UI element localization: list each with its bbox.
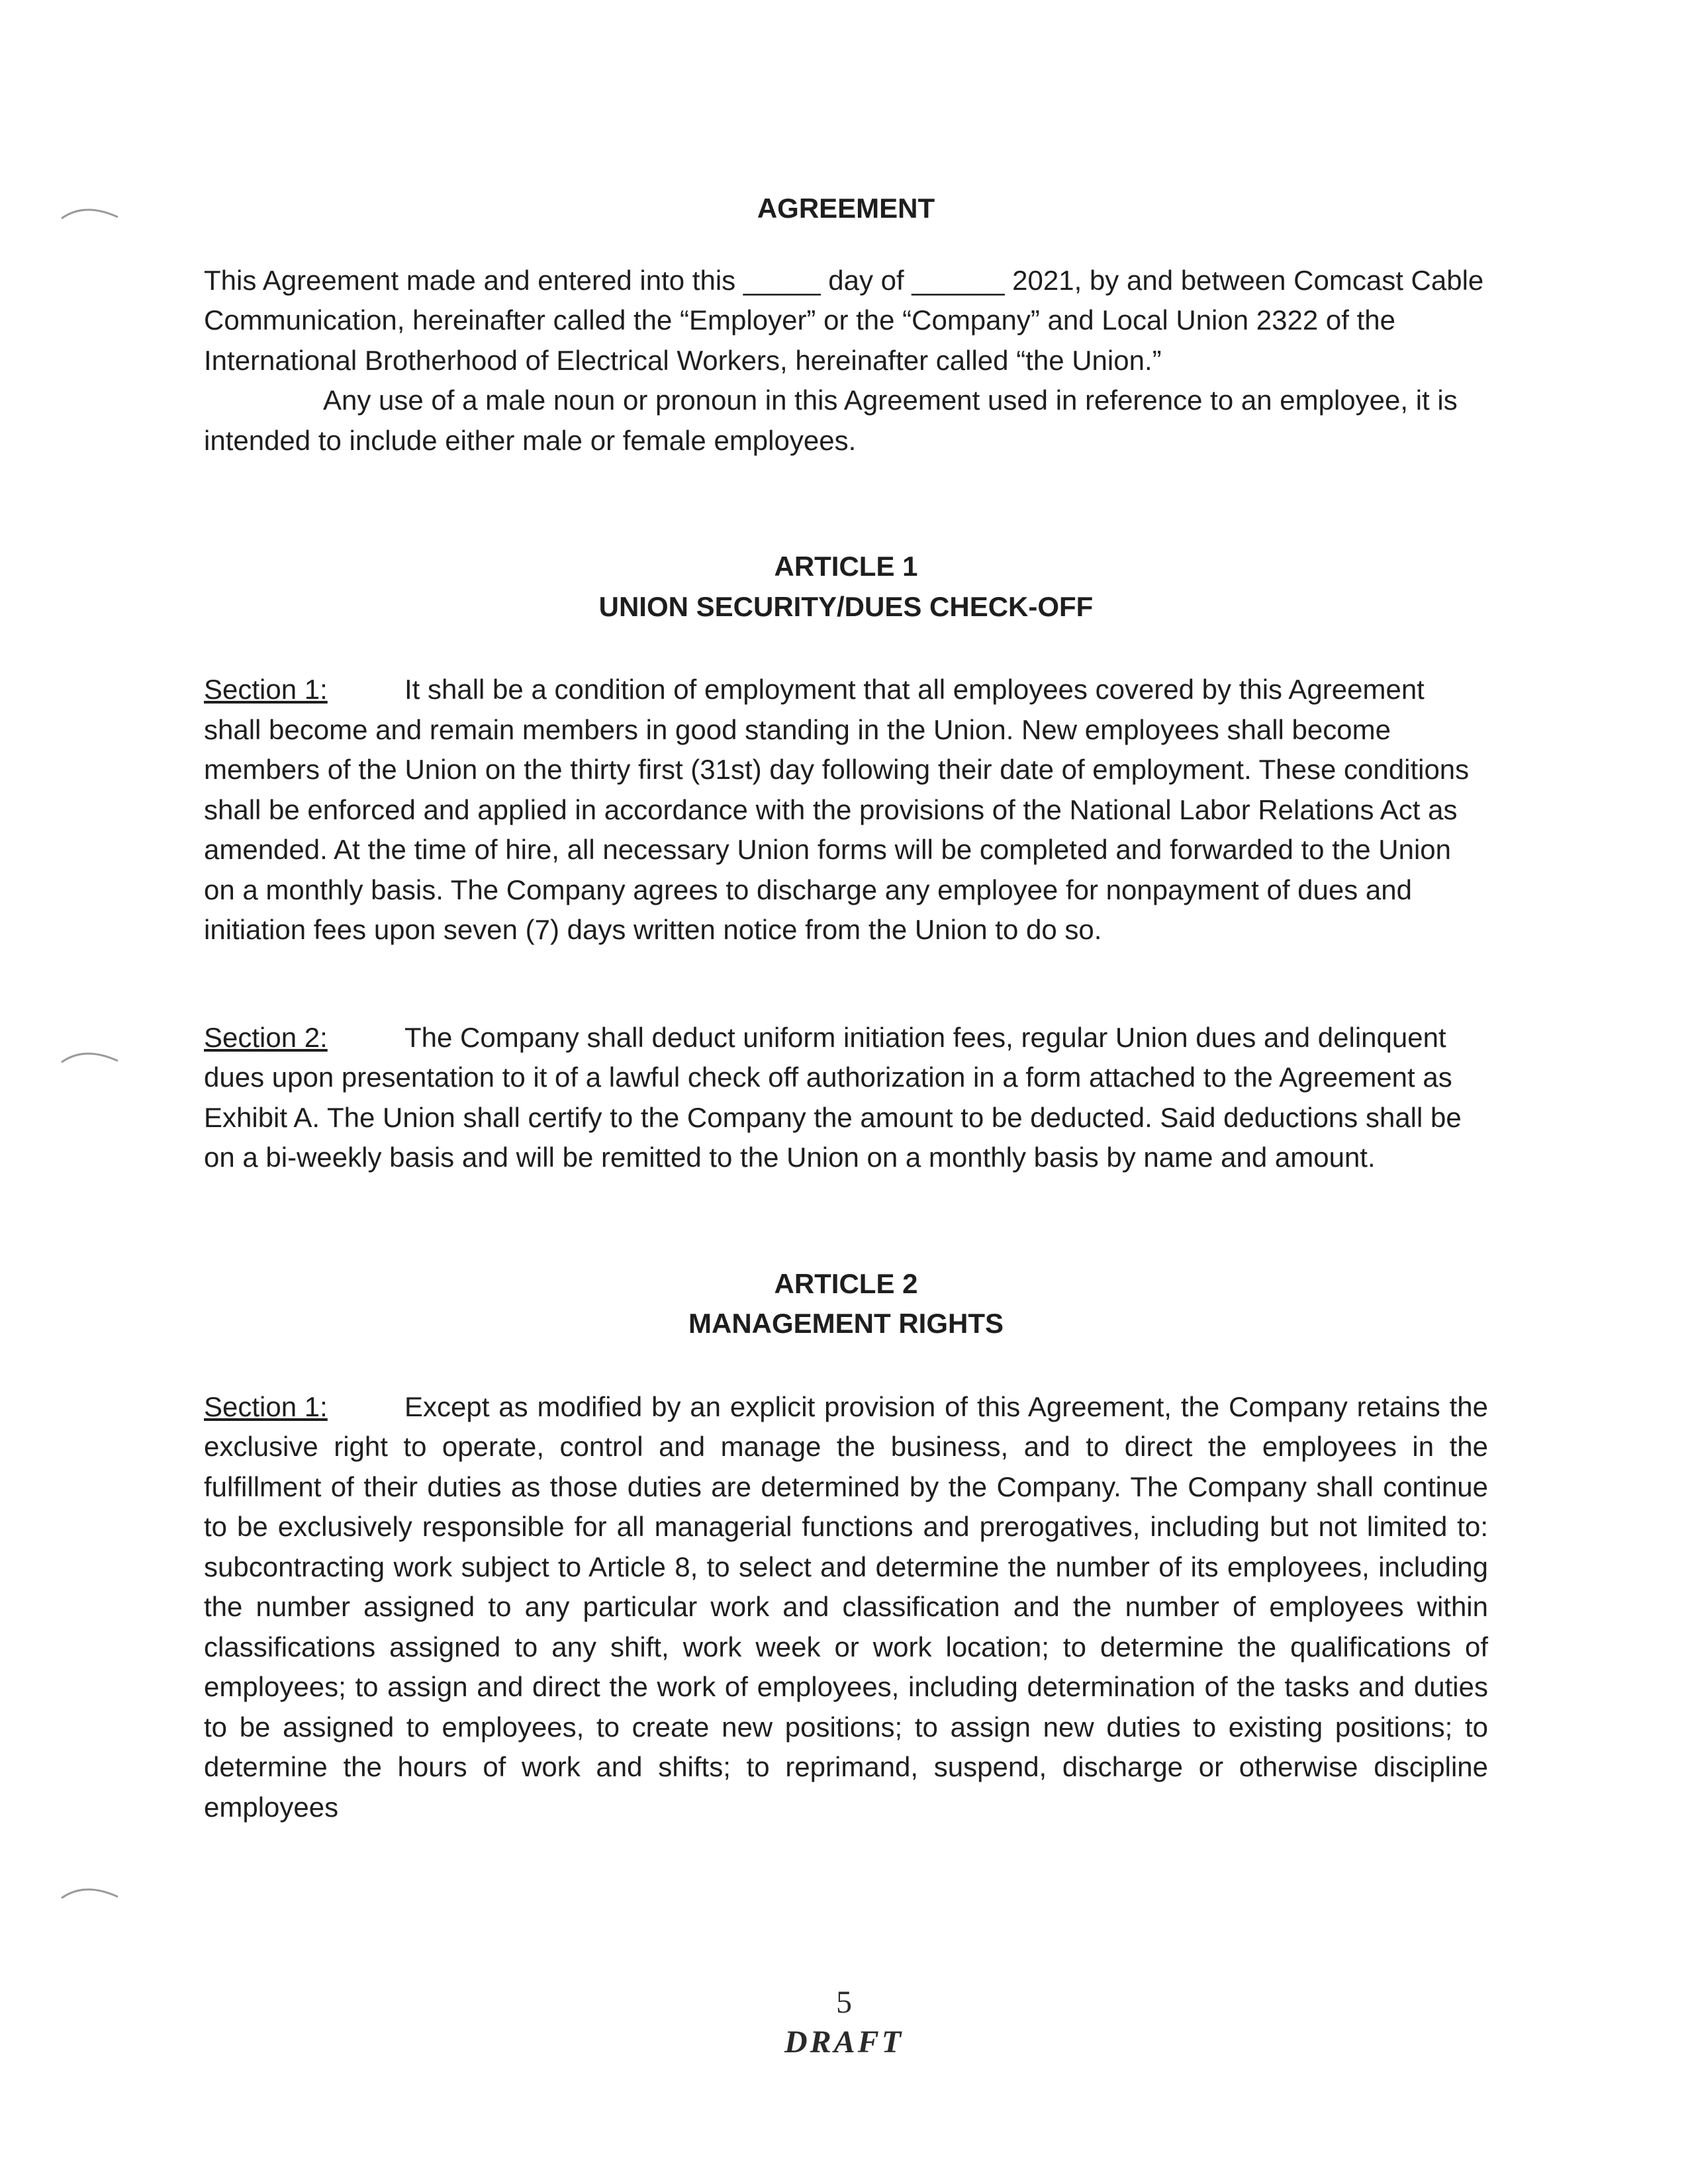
binder-hole-mark-1	[58, 199, 124, 225]
section-text: It shall be a condition of employment that all employees covered by this Agreement shall become and remain members in good standing in the Union. New employees shall become members of the Union on the thirty first (31st) day following their date of employment. These conditions shall be enforced and applied in accordance with the provisions of the National Labor Relations Act as amended. At the time of hire, all necessary Union forms will be completed and forwarded to the Union on a monthly basis. The Company agrees to discharge any employee for nonpayment of dues and initiation fees upon seven (7) days written notice from the Union to do so.	[204, 674, 1470, 945]
article-2	[204, 1264, 1488, 1828]
article-1-section-2	[204, 1018, 1488, 1178]
section-label: Section 2:	[204, 1021, 328, 1053]
article-2-title: MANAGEMENT RIGHTS	[688, 1308, 1004, 1339]
draft-watermark: DRAFT	[784, 2025, 904, 2060]
agreement-intro-paragraph: This Agreement made and entered into this _____ day of ______ 2021, by and between Comcast Cable Communication, hereinafter called the “Employer” or the “Company” and Local Union 2322 of the International Brotherhood of Electrical Workers, hereinafter called “the Union.”	[204, 264, 1484, 376]
article-2-section-1	[204, 1387, 1488, 1828]
article-1-section-1	[204, 670, 1488, 950]
binder-hole-mark-3	[58, 1878, 124, 1905]
article-1	[204, 547, 1488, 1178]
section-label: Section 1:	[204, 1390, 328, 1422]
agreement-title: AGREEMENT	[757, 193, 935, 224]
page-number: 5	[836, 1985, 852, 2020]
section-text: Except as modified by an explicit provision of this Agreement, the Company retains the exclusive right to operate, control and manage the business, and to direct the employees in the fulfillment of their duties as those duties are determined by the Company. The Company shall continue to be exclusively responsible for all managerial functions and prerogatives, including but not limited to: subcontracting work subject to Article 8, to select and determine the number of its employees, including the number assigned to any particular work and classification and the number of employees within classifications assigned to any shift, work week or work location; to determine the qualifications of employees; to assign and direct the work of employees, including determination of the tasks and duties to be assigned to employees, to create new positions; to assign new duties to existing positions; to determine the hours of work and shifts; to reprimand, suspend, discharge or otherwise discipline employees	[204, 1390, 1488, 1823]
article-1-number: ARTICLE 1	[774, 551, 918, 582]
article-2-number: ARTICLE 2	[774, 1267, 918, 1299]
article-1-title: UNION SECURITY/DUES CHECK-OFF	[598, 590, 1094, 622]
binder-hole-mark-2	[58, 1042, 124, 1069]
gender-note-paragraph: Any use of a male noun or pronoun in this Agreement used in reference to an employee, it is intended to include either male or female employees.	[204, 385, 1458, 456]
section-label: Section 1:	[204, 674, 328, 705]
document-body	[204, 189, 1488, 1827]
section-text: The Company shall deduct uniform initiation fees, regular Union dues and delinquent dues upon presentation to it of a lawful check off authorization in a form attached to the Agreement as Exhibit A. The Union shall certify to the Company the amount to be deducted. Said deductions shall be on a bi-weekly basis and will be remitted to the Union on a monthly basis by name and amount.	[204, 1021, 1462, 1173]
